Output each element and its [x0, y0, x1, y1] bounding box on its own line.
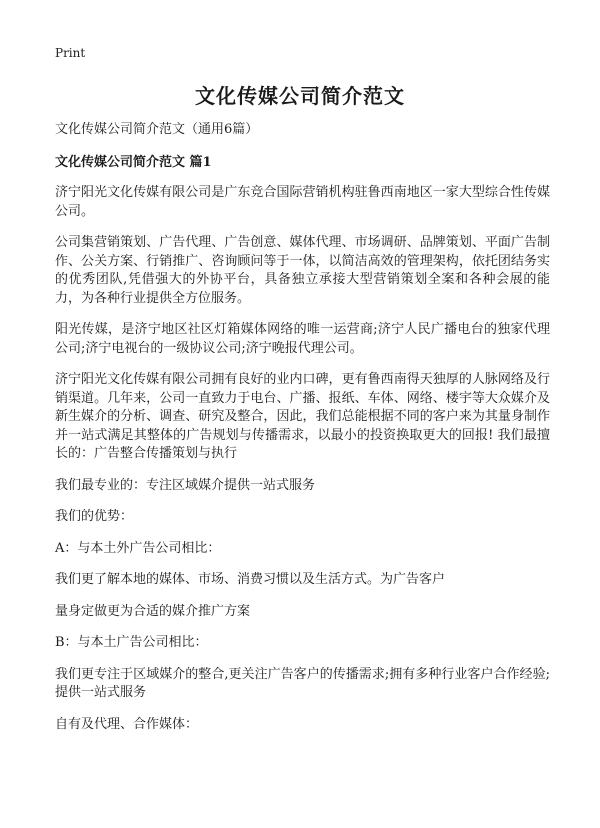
paragraph: 阳光传媒，是济宁地区社区灯箱媒体网络的唯一运营商;济宁人民广播电台的独家代理公司;济宁电视台的一级协议公司;济宁晚报代理公司。 — [55, 322, 550, 356]
paragraph: 量身定做更为合适的媒介推广方案 — [55, 603, 251, 619]
paragraph: 我们最专业的：专注区域媒介提供一站式服务 — [55, 477, 316, 493]
print-link[interactable]: Print — [55, 46, 86, 60]
paragraph: 我们的优势： — [55, 509, 134, 524]
paragraph: 公司集营销策划、广告代理、广告创意、媒体代理、市场调研、品牌策划、平面广告制作、公关方案、行销推广、咨询顾问等于一体，以简洁高效的管理架构，依托团结务实的优秀团队,凭借强大的外协平台，具备独立承接大型营销策划全案和各种会展的能力，为各种行业提供全方位服务。 — [55, 235, 550, 306]
paragraph: A：与本土外广告公司相比： — [55, 540, 221, 556]
document-body — [55, 121, 550, 747]
paragraph: B：与本土广告公司相比： — [55, 635, 208, 650]
paragraph: 自有及代理、合作媒体： — [55, 716, 199, 732]
document-title: 文化传媒公司简介范文 — [195, 84, 405, 108]
paragraph: 济宁阳光文化传媒有限公司拥有良好的业内口碑，更有鲁西南得天独厚的人脉网络及行销渠道。几年来，公司一直致力于电台、广播、报纸、车体、网络、楼宇等大众媒介及新生媒介的分析、调查、研究及整合，因此，我们总能根据不同的客户来为其量身制作并一站式满足其整体的广告规划与传播需求，以最小的投资换取更大的回报! 我们最擅长的：广告整合传播策划与执行 — [55, 372, 550, 461]
section-heading: 文化传媒公司简介范文 篇1 — [55, 154, 212, 170]
document-subtitle: 文化传媒公司简介范文（通用6篇） — [55, 122, 259, 137]
paragraph: 济宁阳光文化传媒有限公司是广东竞合国际营销机构驻鲁西南地区一家大型综合性传媒公司。 — [55, 185, 550, 219]
paragraph: 我们更专注于区域媒介的整合,更关注广告客户的传播需求;拥有多种行业客户合作经验; 提供一站式服务 — [55, 666, 550, 700]
paragraph: 我们更了解本地的媒体、市场、消费习惯以及生活方式。为广告客户 — [55, 572, 446, 587]
